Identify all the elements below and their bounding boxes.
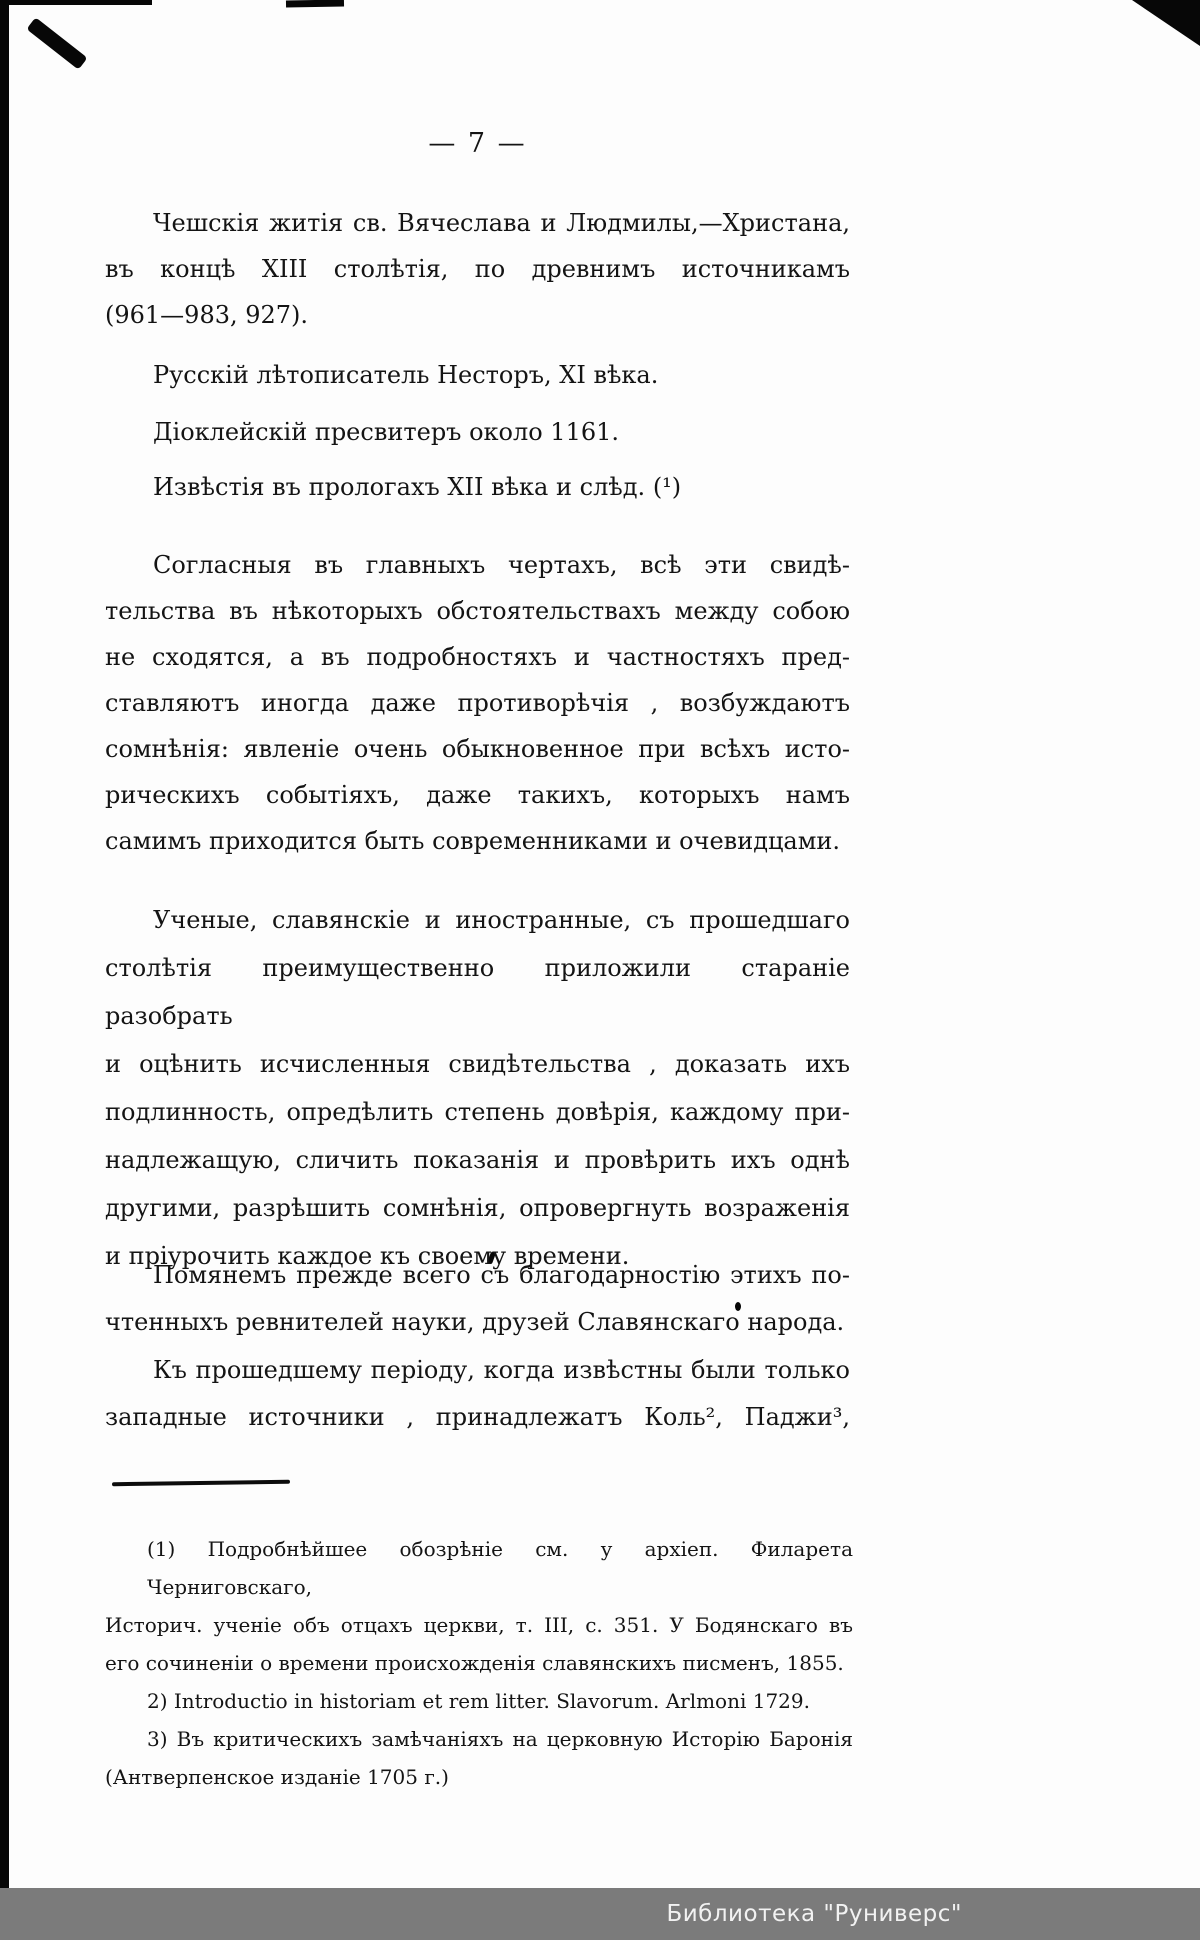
scan-artifact-top-smudge <box>286 0 344 8</box>
text-line: Къ прошедшему періоду, когда извѣстны были только <box>153 1356 850 1384</box>
text-line: самимъ приходится быть современниками и очевидцами. <box>105 827 840 855</box>
body-paragraph <box>105 1252 850 1346</box>
body-paragraph <box>105 409 850 455</box>
text-line: (1) Подробнѣйшее обозрѣніе см. у архіеп. Филарета Черниговскаго, <box>147 1537 853 1599</box>
footnote <box>105 1530 853 1682</box>
scan-artifact-topright-corner <box>1132 0 1200 46</box>
text-line: рическихъ событіяхъ, даже такихъ, которыхъ намъ <box>105 781 850 809</box>
text-line: (Антверпенское изданіе 1705 г.) <box>105 1765 449 1789</box>
body-paragraph <box>105 1347 850 1441</box>
text-line: Русскій лѣтописатель Несторъ, XI вѣка. <box>153 361 659 389</box>
footnote <box>105 1720 853 1796</box>
text-line: надлежащую, сличить показанія и провѣрить ихъ однѣ <box>105 1146 850 1174</box>
text-line: 3) Въ критическихъ замѣчаніяхъ на церковную Исторію Баронія <box>147 1727 853 1751</box>
text-line: Историч. ученіе объ отцахъ церкви, т. III, с. 351. У Бодянскаго въ <box>105 1613 853 1637</box>
footnotes <box>105 1530 853 1796</box>
footnote-divider <box>112 1480 290 1486</box>
watermark-bar <box>0 1888 1200 1940</box>
body-paragraph <box>105 464 850 510</box>
scan-artifact-top-edge <box>0 0 152 5</box>
body-paragraph <box>105 542 850 864</box>
text-line: Помянемъ прежде всего съ благодарностію этихъ по- <box>153 1261 850 1289</box>
text-line: столѣтія преимущественно приложили стараніе разобрать <box>105 954 850 1030</box>
text-line: западные источники , принадлежатъ Коль², Паджи³, <box>105 1403 850 1431</box>
text-line: Діоклейскій пресвитеръ около 1161. <box>153 418 620 446</box>
text-line: Ученые, славянскіе и иностранные, съ прошедшаго <box>153 906 850 934</box>
text-line: въ концѣ XIII столѣтія, по древнимъ источникамъ <box>105 255 850 283</box>
text-line: и оцѣнить исчисленныя свидѣтельства , доказать ихъ <box>105 1050 850 1078</box>
text-line: не сходятся, а въ подробностяхъ и частностяхъ пред- <box>105 643 850 671</box>
body-paragraph <box>105 352 850 398</box>
text-line: сомнѣнія: явленіе очень обыкновенное при всѣхъ исто- <box>105 735 850 763</box>
text-line: его сочиненіи о времени происхожденія славянскихъ писменъ, 1855. <box>105 1651 844 1675</box>
text-line: тельства въ нѣкоторыхъ обстоятельствахъ между собою <box>105 597 850 625</box>
text-line: 2) Introductio in historiam et rem litter. Slavorum. Arlmoni 1729. <box>147 1689 810 1713</box>
page-number: — 7 — <box>428 128 527 159</box>
scan-artifact-topleft-mark <box>26 17 87 69</box>
body-paragraph <box>105 896 850 1280</box>
watermark-text: Библиотека "Руниверс" <box>666 1901 962 1927</box>
text-line: Согласныя въ главныхъ чертахъ, всѣ эти свидѣ- <box>153 551 850 579</box>
scan-artifact-left-edge <box>0 0 9 1888</box>
text-line: ставляютъ иногда даже противорѣчія , возбуждаютъ <box>105 689 850 717</box>
text-line: Извѣстія въ прологахъ XII вѣка и слѣд. (¹) <box>153 473 682 501</box>
text-line: и пріурочить каждое къ своему времени. <box>105 1242 630 1270</box>
text-line: (961—983, 927). <box>105 301 309 329</box>
text-line: чтенныхъ ревнителей науки, друзей Славянскаго народа. <box>105 1308 845 1336</box>
text-line: другими, разрѣшить сомнѣнія, опровергнуть возраженія <box>105 1194 850 1222</box>
text-line: подлинность, опредѣлить степень довѣрія, каждому при- <box>105 1098 850 1126</box>
body-paragraph <box>105 200 850 338</box>
footnote <box>105 1682 853 1720</box>
text-line: Чешскія житія св. Вячеслава и Людмилы,—Христана, <box>153 209 850 237</box>
